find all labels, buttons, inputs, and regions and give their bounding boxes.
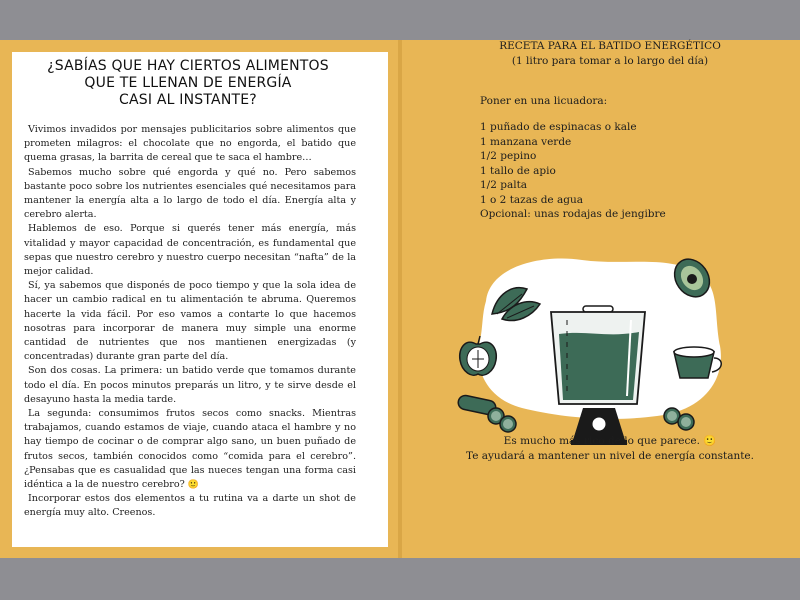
bottom-bar bbox=[0, 558, 800, 600]
heading-line: ¿SABÍAS QUE HAY CIERTOS ALIMENTOS bbox=[47, 58, 329, 74]
body-paragraph: Vivimos invadidos por mensajes publicitarios sobre alimentos que prometen milagros: el chocolate que no engorda, el batido que quema grasas, la barrita de cereal que te saca el hambre… bbox=[24, 124, 356, 164]
ingredient-item: 1 tallo de apio bbox=[480, 164, 556, 177]
body-paragraph-text: La segunda: consumimos frutos secos como snacks. Mientras trabajamos, cuando estamos de viaje, cuando ataca el hambre y no hay tiempo de cocinar o de comprar algo sano, un buen puñado de frutos secos, también conocidos como “comida para el cerebro”. ¿Pensabas que es casualidad que las nueces tengan una forma casi idéntica a la de nuestro cerebro? bbox=[24, 408, 356, 491]
recipe-subtitle: (1 litro para tomar a lo largo del día) bbox=[511, 55, 709, 67]
ingredient-item: 1/2 pepino bbox=[480, 150, 537, 162]
ingredients-list bbox=[480, 120, 666, 222]
ingredient-item: 1 o 2 tazas de agua bbox=[480, 193, 583, 206]
body-paragraph: Hablemos de eso. Porque si querés tener más energía, más vitalidad y mayor capacidad de concentración, es fundamental que sepas que nuestro cerebro y nuestro cuerpo necesitan “nafta” de la mejor calidad. bbox=[24, 223, 356, 278]
body-paragraph: Sí, ya sabemos que disponés de poco tiempo y que la sola idea de hacer un cambio radical en tu alimentación te abruma. Queremos hacerte la vida fácil. Por eso vamos a contarte lo que hacemos nosotras para incorporar de manera muy simple una enorme cantidad de nutrientes que nos mantienen energizadas (y concentradas) durante gran parte del día. bbox=[24, 280, 356, 363]
ingredient-item: 1 puñado de espinacas o kale bbox=[480, 121, 637, 133]
body-paragraph bbox=[24, 407, 356, 492]
ingredient-item: Opcional: unas rodajas de jengibre bbox=[480, 208, 666, 220]
ingredient-item: 1/2 palta bbox=[480, 179, 528, 191]
body-paragraph: Incorporar estos dos elementos a tu rutina va a darte un shot de energía muy alto. Creenos. bbox=[24, 493, 356, 519]
book-gutter bbox=[398, 40, 402, 558]
footer-line: Te ayudará a mantener un nivel de energía constante. bbox=[466, 450, 754, 462]
blender-icon bbox=[551, 306, 645, 445]
heading-line: CASI AL INSTANTE? bbox=[119, 92, 257, 108]
top-bar bbox=[0, 0, 800, 40]
recipe-footer bbox=[440, 434, 780, 464]
footer-line: Es mucho más rico de lo que parece. 🙂 bbox=[503, 435, 717, 447]
recipe-intro: Poner en una licuadora: bbox=[480, 95, 608, 107]
recipe-title bbox=[450, 39, 770, 69]
recipe-title-line: RECETA PARA EL BATIDO ENERGÉTICO bbox=[499, 40, 721, 52]
ingredient-item: 1 manzana verde bbox=[480, 135, 572, 148]
heading-line: QUE TE LLENAN DE ENERGÍA bbox=[84, 75, 292, 91]
body-paragraph: Sabemos mucho sobre qué engorda y qué no. Pero sabemos bastante poco sobre los nutrientes esenciales qué necesitamos para mantener la energía alta a lo largo de todo el día. Energía alta y cerebro alerta. bbox=[24, 166, 356, 221]
left-page-body bbox=[24, 123, 356, 521]
body-paragraph: Son dos cosas. La primera: un batido verde que tomamos durante todo el día. En pocos minutos preparás un litro, y te sirve desde el desayuno hasta la media tarde. bbox=[24, 365, 356, 405]
smoothie-illustration bbox=[452, 246, 748, 446]
left-page-heading bbox=[20, 58, 356, 109]
smile-emoji-icon: 🙂 bbox=[187, 480, 200, 491]
cucumber-slices-icon bbox=[664, 408, 694, 430]
